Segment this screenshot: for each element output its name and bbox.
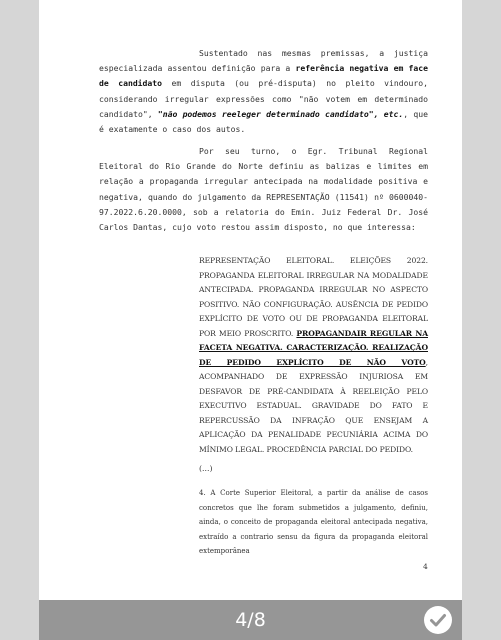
citation-continuation: 4. A Corte Superior Eleitoral, a partir da análise de casos concretos que lhe foram submetidos a julgamento, definiu, ainda, o conceito de propaganda eleitoral antecipada negativa, extraído a contrario sensu da figura da propaganda eleitoral extemporânea <box>199 489 428 556</box>
paragraph-2: Por seu turno, o Egr. Tribunal Regional Eleitoral do Rio Grande do Norte definiu as balizas e limites em relação a propaganda irregular antecipada na modalidade positiva e negativa, quando do julgamento da REPRESENTAÇÃO (11541) nº 0600040-97.2022.6.20.0000, sob a relatoria do Emin. Juiz Federal Dr. José Carlos Dantas, cujo voto restou assim disposto, no que interessa: <box>99 146 428 233</box>
citation-quote <box>199 254 428 457</box>
citation-quote-underlined: PROPAGANDAIR REGULAR NA FACETA NEGATIVA. CARACTERIZAÇÃO. REALIZAÇÃO DE PEDIDO EXPLÍCITO DE NÃO VOTO <box>199 328 428 367</box>
page-indicator: 4/8 <box>235 609 266 631</box>
citation-quote-text-a: REPRESENTAÇÃO ELEITORAL. ELEIÇÕES 2022. PROPAGANDA ELEITORAL IRREGULAR NA MODALIDADE ANTECIPADA. PROPAGANDA IRREGULAR NO ASPECTO POSITIVO. NÃO CONFIGURAÇÃO. AUSÊNCIA DE PEDIDO EXPLÍCITO DE VOTO OU DE PROPAGANDA ELEITORAL POR MEIO PROSCRITO. <box>199 256 428 338</box>
paragraph-1-bold-a: referência negativa em face de candidato <box>99 63 428 89</box>
page-number: 4 <box>423 562 428 571</box>
viewer-left-margin <box>0 0 39 640</box>
citation-quote-text-b: , ACOMPANHADO DE EXPRESSÃO INJURIOSA EM DESFAVOR DE PRÉ-CANDIDATA À REELEIÇÃO PELO EXECUTIVO ESTADUAL. GRAVIDADE DO FATO E REPERCUSSÃO DA INFRAÇÃO QUE ENSEJAM A APLICAÇÃO DA PENALIDADE PECUNIÁRIA ACIMA DO MÍNIMO LEGAL. PROCEDÊNCIA PARCIAL DO PEDIDO. <box>199 357 428 454</box>
viewer-right-margin <box>462 0 501 640</box>
checkmark-icon <box>424 606 452 634</box>
paragraph-1-text-c: , que é exatamente o caso dos autos. <box>99 108 428 135</box>
document-page <box>39 0 462 600</box>
paragraph-1-bold-italic: "não podemos reeleger determinado candidato", etc. <box>157 108 404 119</box>
paragraph-1-text-b: em disputa (ou pré-disputa) no pleito vindouro, considerando irregular expressões como "não votem em determinado candidato", <box>99 78 428 119</box>
paragraph-1 <box>99 46 428 137</box>
ellipsis: (...) <box>199 464 213 473</box>
paragraph-1-text-a: Sustentado nas mesmas premissas, a justiça especializada assentou definição para a <box>99 48 428 74</box>
viewer-bottom-bar <box>39 600 462 640</box>
check-circle-icon[interactable] <box>424 606 452 634</box>
